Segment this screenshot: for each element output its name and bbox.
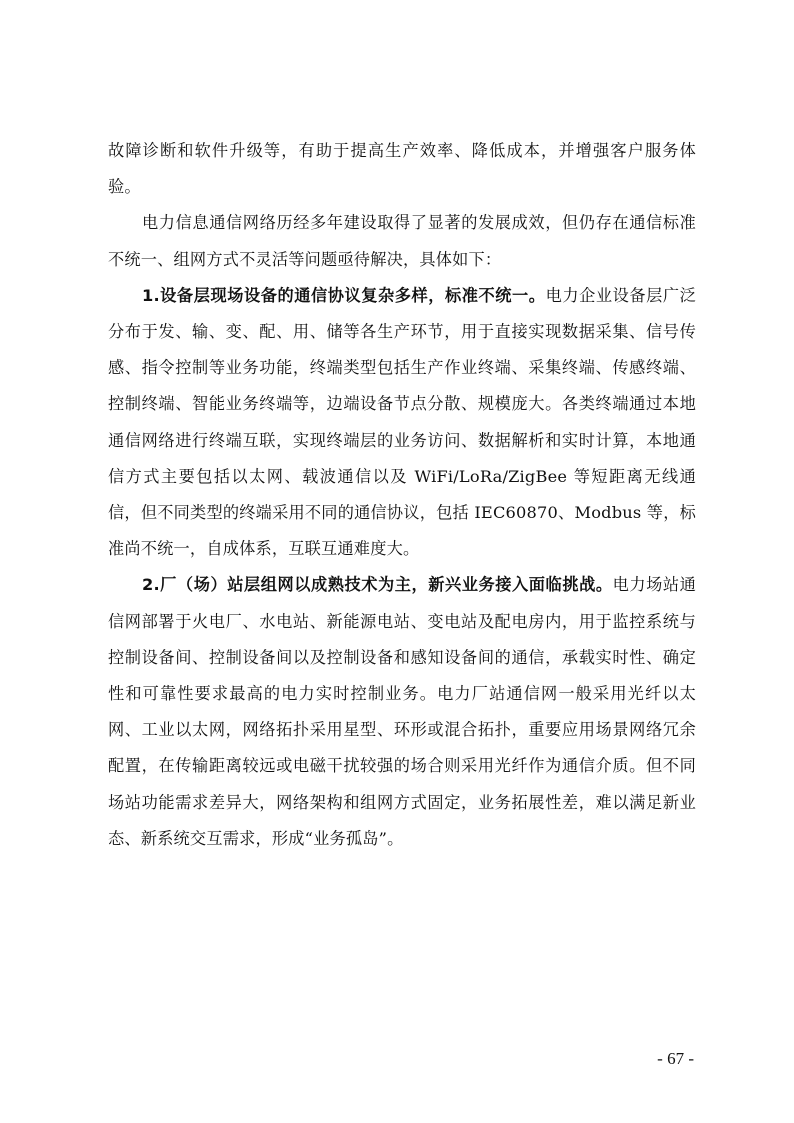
paragraph-station-layer [108, 567, 696, 857]
paragraph-continuation [108, 133, 696, 205]
paragraph-text: 电力企业设备层广泛分布于发、输、变、配、用、储等各生产环节，用于直接实现数据采集、信号传感、指令控制等业务功能，终端类型包括生产作业终端、采集终端、传感终端、控制终端、智能业务终端等，边端设备节点分散、规模庞大。各类终端通过本地通信网络进行终端互联，实现终端层的业务访问、数据解析和实时计算，本地通信方式主要包括以太网、载波通信以及 WiFi/LoRa/ZigBee 等短距离无线通信，但不同类型的终端采用不同的通信协议，包括 IEC60870、Modbus 等，标准尚不统一，自成体系，互联互通难度大。 [108, 285, 696, 559]
paragraph-text: 电力场站通信网部署于火电厂、水电站、新能源电站、变电站及配电房内，用于监控系统与控制设备间、控制设备间以及控制设备和感知设备间的通信，承载实时性、确定性和可靠性要求最高的电力实时控制业务。电力厂站通信网一般采用光纤以太网、工业以太网，网络拓扑采用星型、环形或混合拓扑，重要应用场景网络冗余配置，在传输距离较远或电磁干扰较强的场合则采用光纤作为通信介质。但不同场站功能需求差异大，网络架构和组网方式固定，业务拓展性差，难以满足新业态、新系统交互需求，形成“业务孤岛”。 [108, 575, 697, 848]
paragraph-text: 电力信息通信网络历经多年建设取得了显著的发展成效，但仍存在通信标准不统一、组网方式不灵活等问题亟待解决，具体如下： [108, 213, 696, 269]
paragraph-text: 故障诊断和软件升级等，有助于提高生产效率、降低成本，并增强客户服务体验。 [108, 141, 696, 197]
paragraph-intro [108, 205, 696, 277]
paragraph-device-layer [108, 278, 696, 568]
document-body [108, 133, 696, 857]
paragraph-heading: 2.厂（场）站层组网以成熟技术为主，新兴业务接入面临挑战。 [142, 575, 613, 595]
page-number: - 67 - [657, 1049, 694, 1068]
paragraph-heading: 1.设备层现场设备的通信协议复杂多样，标准不统一。 [142, 285, 546, 305]
